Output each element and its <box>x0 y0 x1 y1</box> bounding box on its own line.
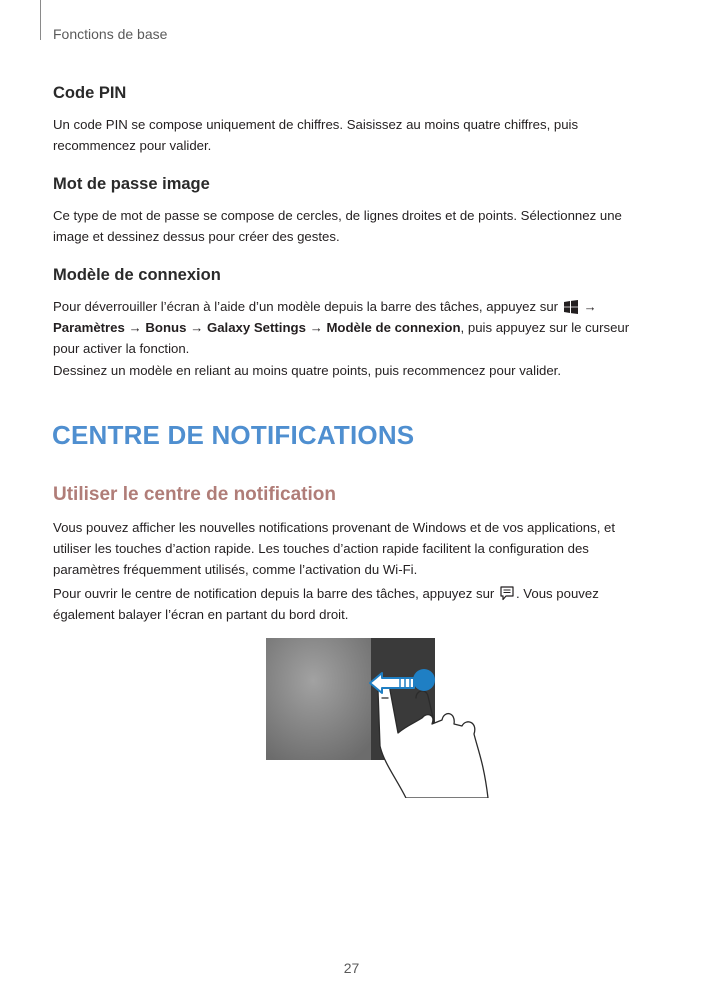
section-title: Utiliser le centre de notification <box>53 484 336 505</box>
pattern-paragraph-2: Dessinez un modèle en reliant au moins quatre points, puis recommencez pour valider. <box>53 363 561 378</box>
arrow-1: → <box>583 299 597 314</box>
picture-password-heading: Mot de passe image <box>53 175 210 193</box>
arrow-2: → <box>128 320 142 335</box>
notifications-text-end: . Vous pouvez également balayer l’écran en partant du bord droit. <box>53 586 599 622</box>
path-bonus: Bonus <box>145 320 187 335</box>
pattern-text-end: , puis appuyez sur le curseur pour activer la fonction. <box>53 320 630 356</box>
arrow-4: → <box>309 320 323 335</box>
screen-area <box>266 638 371 760</box>
header-divider <box>40 0 41 40</box>
running-header: Fonctions de base <box>53 26 168 42</box>
notifications-paragraph-1: Vous pouvez afficher les nouvelles notifications provenant de Windows et de vos applications, et utiliser les touches d’action rapide. Les touches d’action rapide facilitent la configuration des paramètres fréquemment utilisés, comme l’activation du Wi-Fi. <box>53 520 616 577</box>
arrow-3: → <box>190 320 204 335</box>
page-number: 27 <box>343 960 360 976</box>
path-parametres: Paramètres <box>53 320 125 335</box>
pin-heading: Code PIN <box>53 84 127 102</box>
path-modele-de-connexion: Modèle de connexion <box>326 320 461 335</box>
pattern-paragraph-1 <box>53 296 638 359</box>
picture-password-paragraph: Ce type de mot de passe se compose de cercles, de lignes droites et de points. Sélectionnez une image et dessinez dessus pour créer des gestes. <box>53 208 622 244</box>
pattern-heading: Modèle de connexion <box>53 266 221 284</box>
chapter-title: CENTRE DE NOTIFICATIONS <box>52 420 415 450</box>
notifications-text-start: Pour ouvrir le centre de notification depuis la barre des tâches, appuyez sur <box>53 586 495 601</box>
notification-center-icon <box>500 586 514 601</box>
pattern-text-start: Pour déverrouiller l’écran à l’aide d’un modèle depuis la barre des tâches, appuyez sur <box>53 299 559 314</box>
windows-logo-icon <box>564 300 578 314</box>
swipe-illustration <box>266 638 492 798</box>
notifications-paragraph-2 <box>53 583 603 625</box>
path-galaxy-settings: Galaxy Settings <box>206 320 306 335</box>
pin-paragraph: Un code PIN se compose uniquement de chiffres. Saisissez au moins quatre chiffres, puis recommencez pour valider. <box>53 117 579 153</box>
